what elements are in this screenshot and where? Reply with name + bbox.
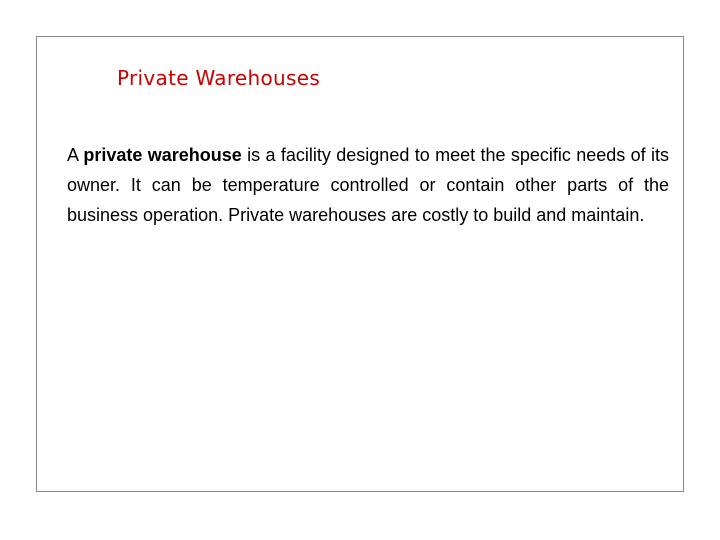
body-rest-text: is a facility designed to meet the specific needs of its owner. It can be temperature controlled or contain other parts of the business operation. Private warehouses are costly to build and maintain.	[67, 145, 669, 225]
body-lead-text: A	[67, 145, 84, 165]
slide-title: Private Warehouses	[117, 66, 321, 90]
slide-frame	[36, 36, 684, 492]
body-key-term: private warehouse	[83, 145, 242, 165]
slide-body-paragraph	[67, 140, 669, 230]
